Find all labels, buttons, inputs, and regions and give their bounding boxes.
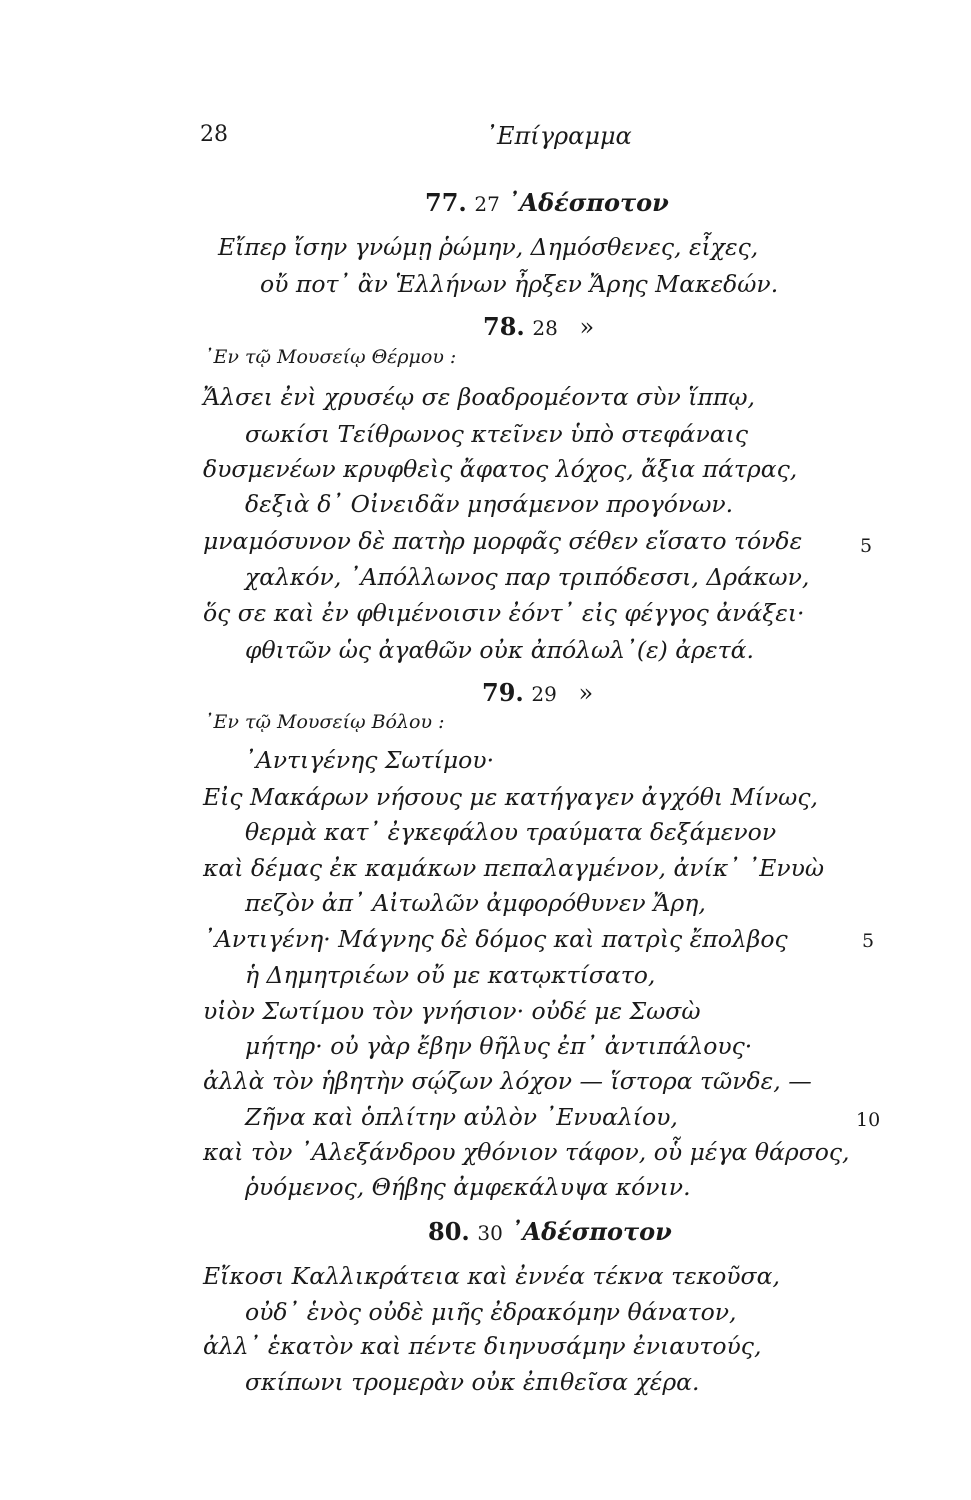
verse-line: χαλκόν, ᾿Απόλλωνος παρ τριπόδεσσι, Δράκων, [245,563,810,591]
location-note: ᾿Εν τῷ Μουσείῳ Θέρμου : [204,346,457,368]
verse-line: οὔ ποτ᾿ ἂν Ἑλλήνων ἦρξεν Ἄρης Μακεδών. [260,270,779,298]
verse-line: δεξιὰ δ᾿ Οἰνειδᾶν μησάμενον προγόνων. [245,490,734,518]
line-number: 10 [856,1109,881,1131]
epigram-heading-77 [425,188,669,217]
verse-line: πεζὸν ἀπ᾿ Αἰτωλῶν ἀμφορόθυνεν Ἄρη, [245,889,706,917]
verse-line: υἱὸν Σωτίμου τὸν γνήσιον· οὐδέ με Σωσὼ [203,997,701,1025]
verse-line: ᾿Αντιγένης Σωτίμου· [244,746,495,774]
line-number: 5 [860,535,873,557]
epigram-subnumber: 28 [532,316,558,340]
verse-line: Εἴκοσι Καλλικράτεια καὶ ἐννέα τέκνα τεκοῦσα, [203,1262,780,1290]
verse-line: οὐδ᾿ ἑνὸς οὐδὲ μιῆς ἐδρακόμην θάνατον, [245,1298,737,1326]
verse-line: μήτηρ· οὐ γὰρ ἔβην θῆλυς ἐπ᾿ ἀντιπάλους· [245,1032,753,1060]
verse-line: μναμόσυνον δὲ πατὴρ μορφᾶς σέθεν εἵσατο τόνδε [203,527,803,555]
verse-line: σκίπωνι τρομερὰν οὐκ ἐπιθεῖσα χέρα. [245,1368,700,1396]
epigram-author: ᾿Αδέσποτον [510,1217,672,1246]
verse-line: δυσμενέων κρυφθεὶς ἄφατος λόχος, ἄξια πάτρας, [203,455,798,483]
epigram-author: ᾿Αδέσποτον [507,188,669,217]
verse-line: Εἰς Μακάρων νήσους με κατήγαγεν ἀγχόθι Μίνως, [203,783,818,811]
verse-line: καὶ δέμας ἐκ καμάκων πεπαλαγμένον, ἀνίκ᾿ ᾿Ενυὼ [203,854,825,882]
epigram-number: 77. [425,188,467,217]
location-note: ᾿Εν τῷ Μουσείῳ Βόλου : [204,711,445,733]
epigram-subnumber: 29 [531,682,557,706]
verse-line: ἡ Δημητριέων οὔ με κατῳκτίσατο, [245,961,656,989]
line-number: 5 [862,930,875,952]
verse-line: Ζῆνα καὶ ὁπλίτην αὐλὸν ᾿Ενυαλίου, [245,1103,678,1131]
verse-line: ῥυόμενος, Θήβης ἀμφεκάλυψα κόνιν. [245,1173,691,1201]
epigram-heading-80 [428,1217,672,1246]
epigram-number: 78. [483,312,525,341]
epigram-subnumber: 27 [474,192,500,216]
ditto-mark: » [578,679,594,707]
verse-line: σωκίσι Τείθρωνος κτεῖνεν ὑπὸ στεφάναις [245,420,748,448]
running-head: ᾿Επίγραμμα [485,122,632,150]
verse-line: ἀλλὰ τὸν ἡβητὴν σῴζων λόχον — ἵστορα τῶνδε, — [203,1067,812,1095]
verse-line: ὅς σε καὶ ἐν φθιμένοισιν ἐόντ᾿ εἰς φέγγος ἀνάξει· [203,599,805,627]
page-number: 28 [200,122,228,147]
verse-line: Ἄλσει ἐνὶ χρυσέῳ σε βοαδρομέοντα σὺν ἵππῳ, [203,383,755,411]
epigram-subnumber: 30 [477,1221,503,1245]
verse-line: Εἴπερ ἴσην γνώμῃ ῥώμην, Δημόσθενες, εἶχες, [218,233,759,261]
ditto-mark: » [579,313,595,341]
epigram-heading-78 [483,312,594,341]
verse-line: θερμὰ κατ᾿ ἐγκεφάλου τραύματα δεξάμενον [245,818,777,846]
epigram-heading-79 [482,678,593,707]
verse-line: ᾿Αντιγένη· Μάγνης δὲ δόμος καὶ πατρὶς ἔπολβος [203,925,788,953]
epigram-number: 80. [428,1217,470,1246]
epigram-number: 79. [482,678,524,707]
verse-line: φθιτῶν ὡς ἀγαθῶν οὐκ ἀπόλωλ᾿(ε) ἀρετά. [245,636,754,664]
verse-line: ἀλλ᾿ ἑκατὸν καὶ πέντε διηνυσάμην ἐνιαυτούς, [203,1332,762,1360]
verse-line: καὶ τὸν ᾿Αλεξάνδρου χθόνιον τάφον, οὗ μέγα θάρσος, [203,1138,850,1166]
